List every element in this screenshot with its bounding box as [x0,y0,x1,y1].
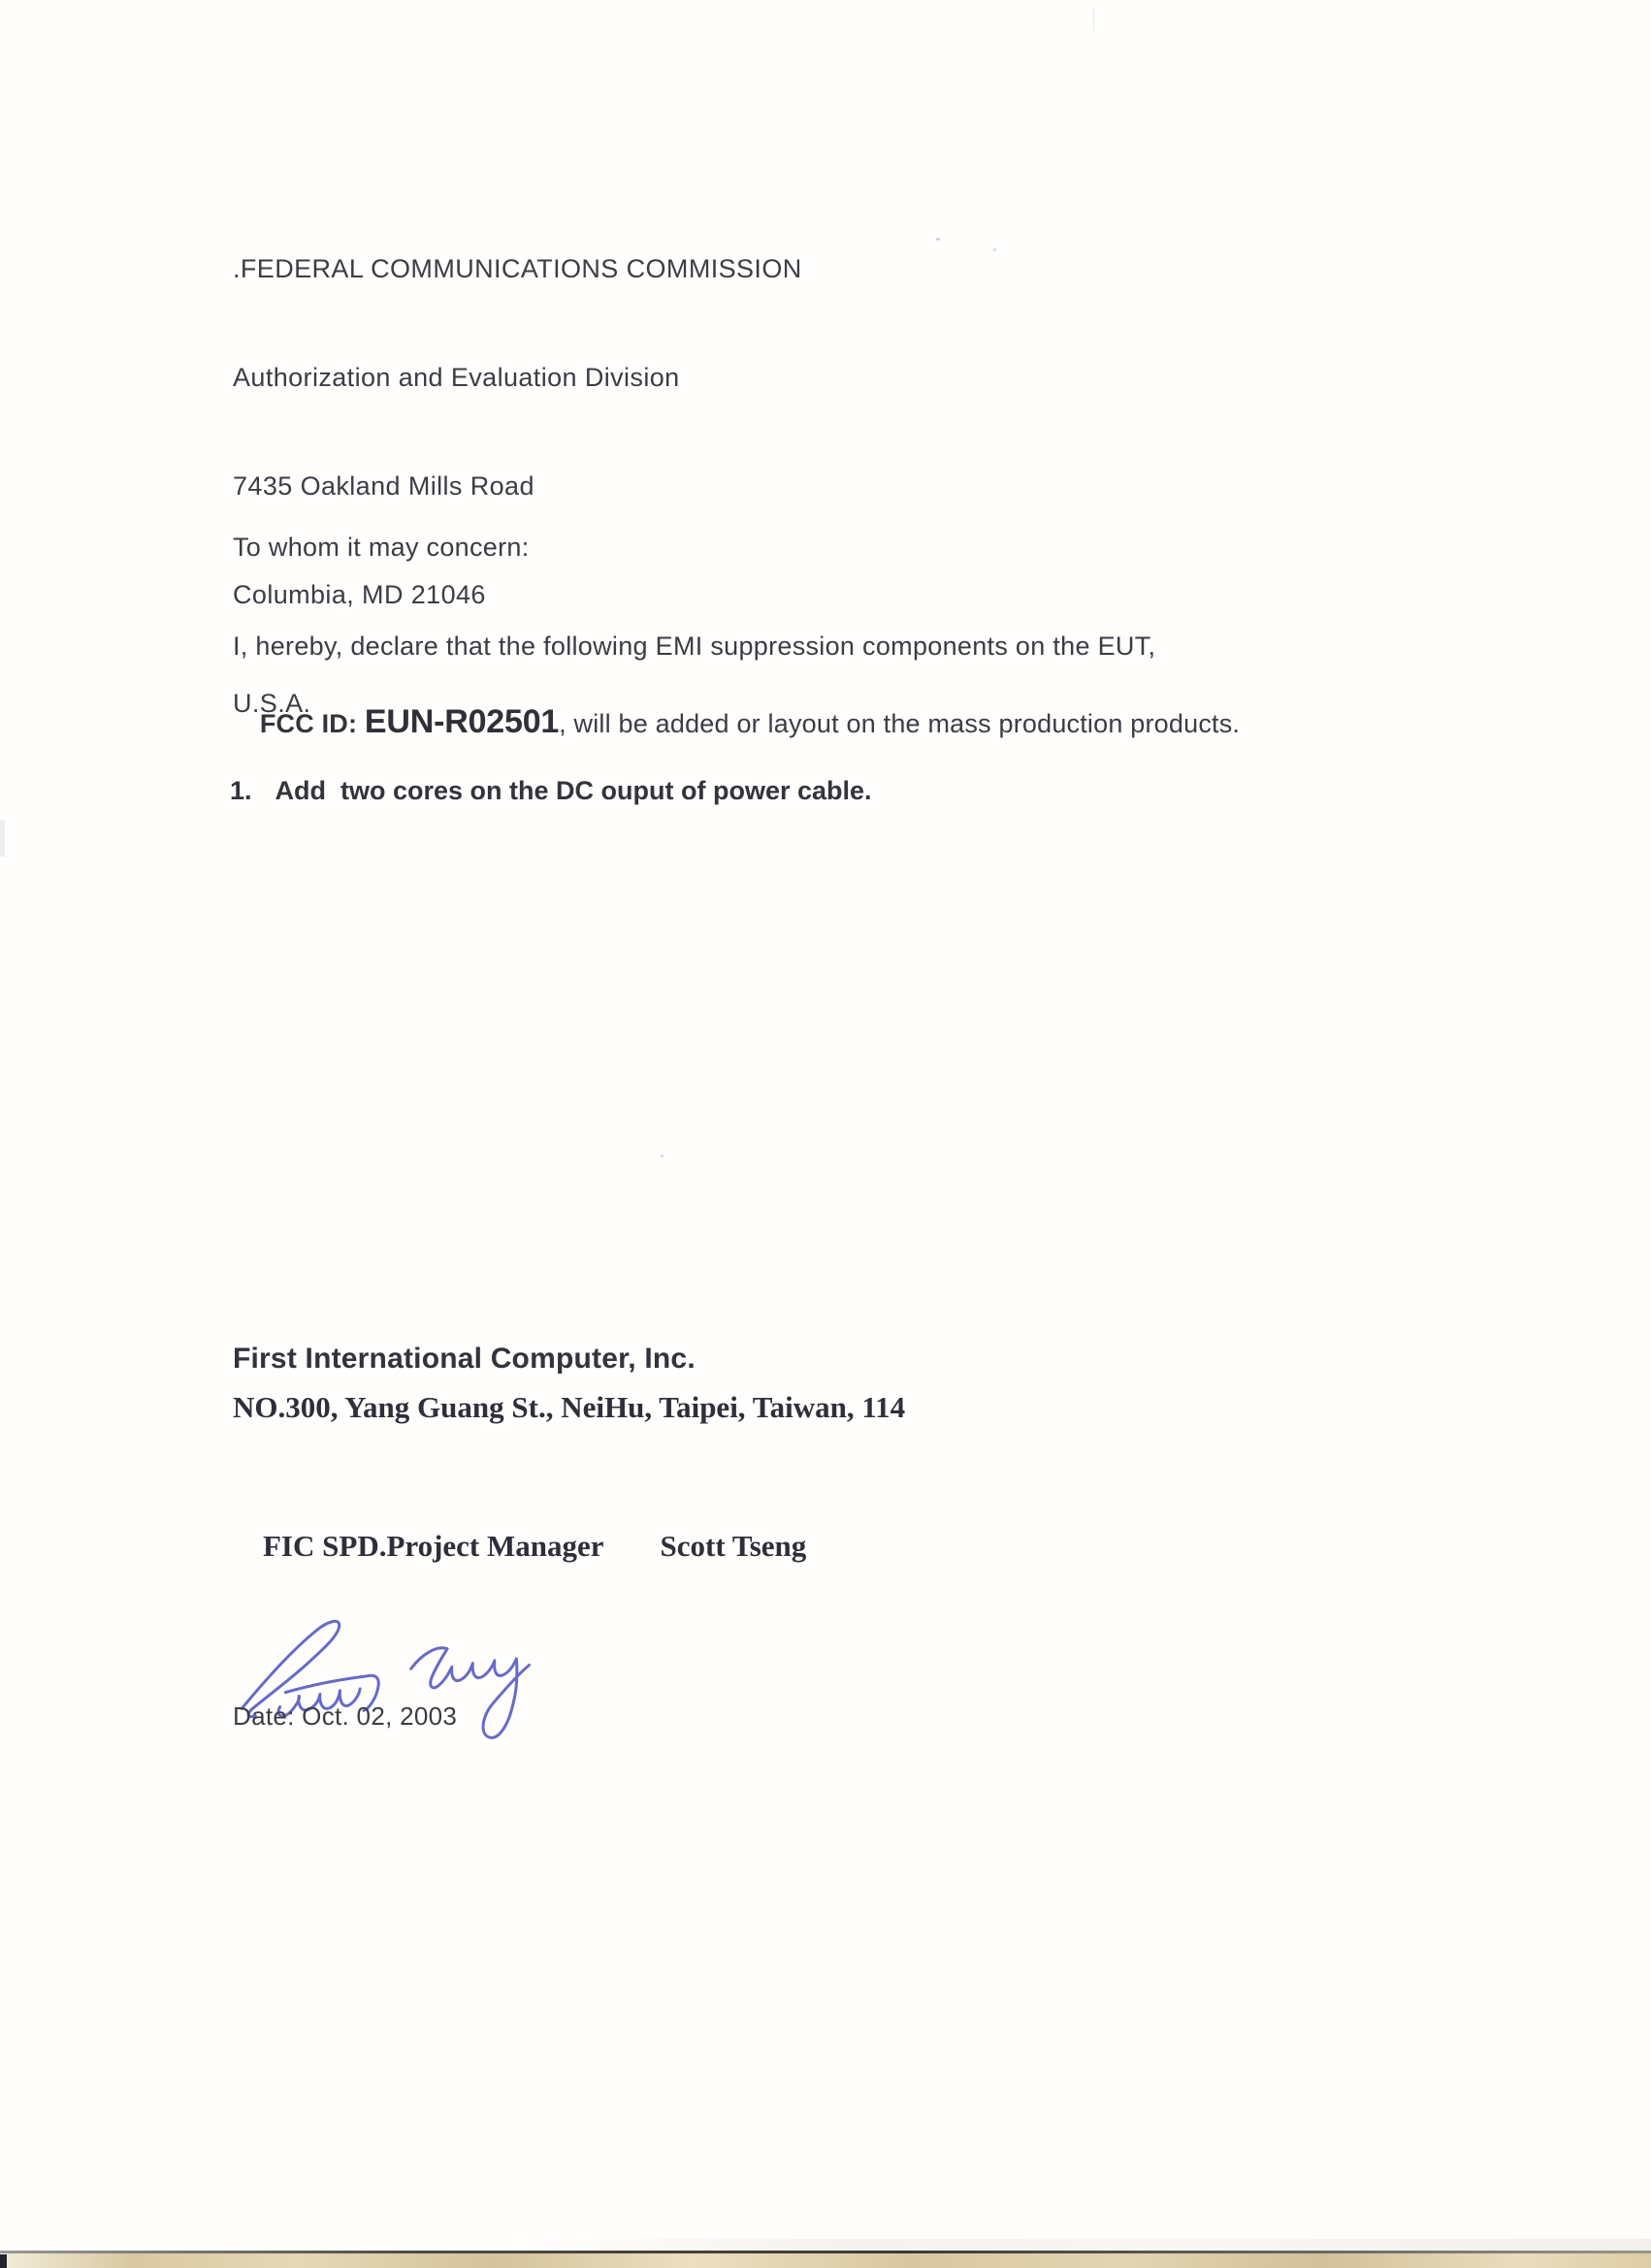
list-item-1-text: Add two cores on the DC ouput of power cable. [275,776,872,805]
scan-bottom-shadow [504,2239,1651,2251]
signer-title: FIC SPD.Project Manager [263,1529,604,1563]
scan-speck [661,1154,664,1157]
recipient-line-2: Authorization and Evaluation Division [233,363,680,392]
recipient-line-4: Columbia, MD 21046 [233,580,486,609]
salutation: To whom it may concern: [233,533,530,562]
scan-speck [993,248,996,251]
recipient-line-1: .FEDERAL COMMUNICATIONS COMMISSION [233,254,802,283]
scan-edge-smudge [0,820,5,857]
signature-ink-svg [221,1614,546,1760]
list-item-1 [230,776,872,806]
declaration-line-2-rest: , will be added or layout on the mass production products. [559,709,1241,738]
declaration-line-2 [230,673,1240,771]
recipient-line-3: 7435 Oakland Mills Road [233,471,534,501]
scan-speck [936,238,940,241]
company-address: NO.300, Yang Guang St., NeiHu, Taipei, Taiwan, 114 [233,1390,906,1424]
scan-corner-mark [0,2254,7,2268]
list-item-1-number: 1. [230,776,252,805]
declaration-line-1: I, hereby, declare that the following EMI suppression components on the EUT, [233,632,1156,661]
signer-name: Scott Tseng [660,1529,807,1563]
recipient-line-5: U.S.A. [233,689,311,718]
scanner-background-strip [0,2253,1651,2268]
company-name: First International Computer, Inc. [233,1343,696,1375]
fcc-id-value: EUN-R02501 [364,703,560,740]
scan-faint-line [1093,8,1094,31]
fcc-id-label: FCC ID: [259,709,365,738]
date-line: Date: Oct. 02, 2003 [233,1701,458,1731]
